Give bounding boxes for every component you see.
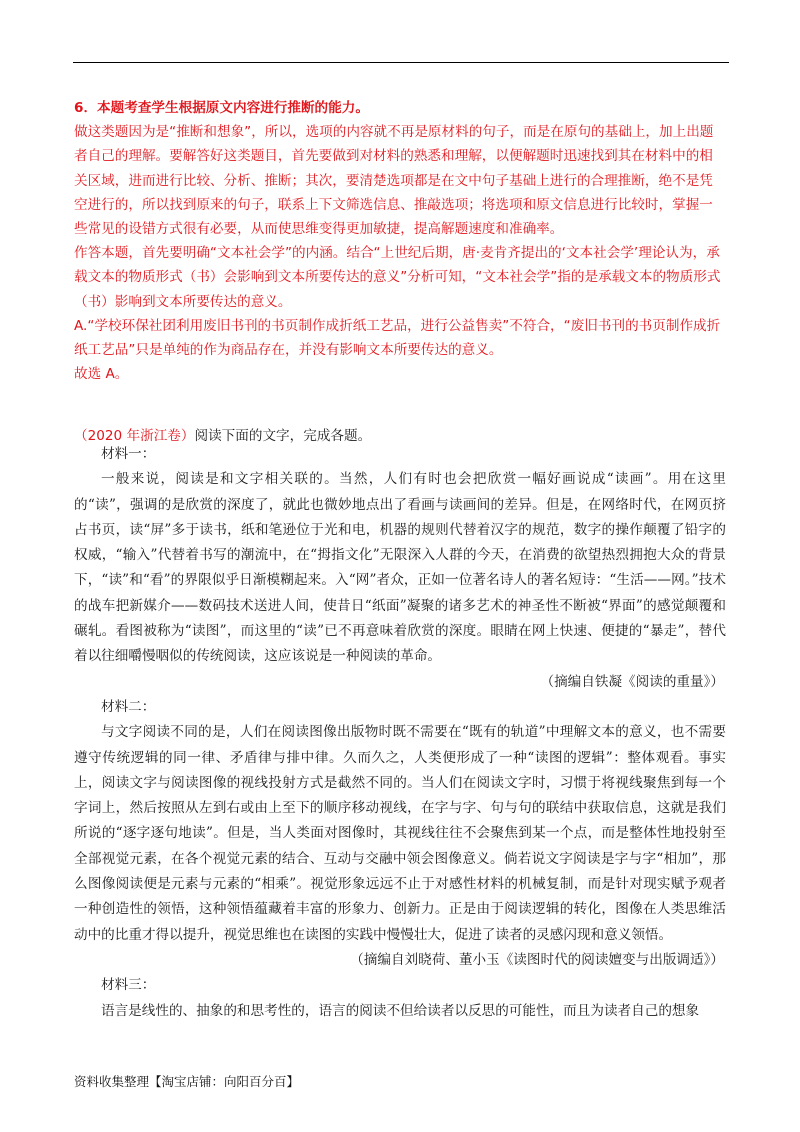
material-one-text: 一般来说，阅读是和文字相关联的。当然，人们有时也会把欣赏一幅好画说成“读画”。用在这里的“读”，强调的是欣赏的深度了，就此也微妙地点出了看画与读画间的差异。但是，在网络时代，在网页挤占书页，读“屏”多于读书，纸和笔逊位于光和电，机器的规则代替着汉字的规范，数字的操作颠覆了铅字的权威，“输入”代替着书写的潮流中，在“拇指文化”无限深入人群的今天，在消费的欲望热烈拥抱大众的背景下，“读”和“看”的界限似乎日渐模糊起来。入“网”者众，正如一位著名诗人的著名短诗：“生活——网。”技术的战车把新媒介——数码技术送进人间，使昔日“纸面”凝聚的诸多艺术的神圣性不断被“界面”的感觉颠覆和碾轧。看图被称为“读图”，而这里的“读”已不再意味着欣赏的深度。眼睛在网上快速、便捷的“暴走”，替代着以往细嚼慢咽似的传统阅读，这应该说是一种阅读的革命。	[74, 471, 726, 665]
analysis-paragraph-option-a: A.“学校环保社团利用废旧书刊的书页制作成折纸工艺品，进行公益售卖”不符合，“废旧书刊的书页制作成折纸工艺品”只是单纯的作为商品存在，并没有影响文本所要传达的意义。	[74, 317, 721, 359]
page-footer: 资料收集整理【淘宝店铺：向阳百分百】	[74, 1074, 300, 1089]
analysis-paragraph-method: 做这类题因为是“推断和想象”，所以，选项的内容就不再是原材料的句子，而是在原句的基础上，加上出题者自己的理解。要解答好这类题目，首先要做到对材料的熟悉和理解，以便解题时迅速找到其在材料中的相关区域，进而进行比较、分析、推断；其次，要清楚选项都是在文中句子基础上进行的合理推断，绝不是凭空进行的，所以找到原来的句子，联系上下文筛选信息、推敲选项；将选项和原文信息进行比较时，掌握一些常见的设错方式很有必要，从而使思维变得更加敏捷，提高解题速度和准确率。	[74, 124, 714, 238]
material-two-label: 材料二：	[101, 698, 156, 715]
material-three-text: 语言是线性的、抽象的和思考性的，语言的阅读不但给读者以反思的可能性，而且为读者自己的想象	[101, 1002, 700, 1019]
analysis-heading: 6．本题考查学生根据原文内容进行推断的能力。	[74, 100, 369, 116]
analysis-answer: 故选 A。	[74, 366, 129, 383]
question-source: （2020 年浙江卷）	[74, 428, 195, 444]
question-instruction: 阅读下面的文字，完成各题。	[194, 428, 372, 444]
material-one-credit: （摘编自铁凝《阅读的重量》）	[540, 673, 724, 690]
material-two-text: 与文字阅读不同的是，人们在阅读图像出版物时既不需要在“既有的轨道”中理解文本的意义，也不需要遵守传统逻辑的同一律、矛盾律与排中律。久而久之，人类便形成了一种“读图的逻辑”：整体观看。事实上，阅读文字与阅读图像的视线投射方式是截然不同的。当人们在阅读文字时，习惯于将视线聚焦到每一个字词上，然后按照从左到右或由上至下的顺序移动视线，在字与字、句与句的联结中获取信息，这就是我们所说的“逐字逐句地读”。但是，当人类面对图像时，其视线往往不会聚焦到某一个点，而是整体性地投射至全部视觉元素，在各个视觉元素的结合、互动与交融中领会图像意义。倘若说文字阅读是字与字“相加”，那么图像阅读便是元素与元素的“相乘”。视觉形象远远不止于对感性材料的机械复制，而是针对现实赋予观者一种创造性的领悟，这种领悟蕴藏着丰富的形象力、创新力。正是由于阅读逻辑的转化，图像在人类思维活动中的比重才得以提升，视觉思维也在读图的实践中慢慢壮大，促进了读者的灵感闪现和意义领悟。	[74, 724, 726, 943]
analysis-paragraph-reasoning: 作答本题，首先要明确“文本社会学”的内涵。结合“上世纪后期，唐·麦肯齐提出的‘文本社会学’理论认为，承载文本的物质形式（书）会影响到文本所要传达的意义”分析可知，“文本社会学”指的是承载文本的物质形式（书）影响到文本所要传达的意义。	[74, 245, 721, 310]
material-one-label: 材料一：	[101, 446, 156, 462]
reading-passage	[74, 442, 726, 1024]
answer-analysis	[74, 96, 726, 386]
material-two-credit: （摘编自刘晓荷、董小玉《读图时代的阅读嬗变与出版调适》）	[350, 951, 724, 968]
header-rule	[73, 62, 729, 63]
material-three-label: 材料三：	[101, 977, 156, 994]
